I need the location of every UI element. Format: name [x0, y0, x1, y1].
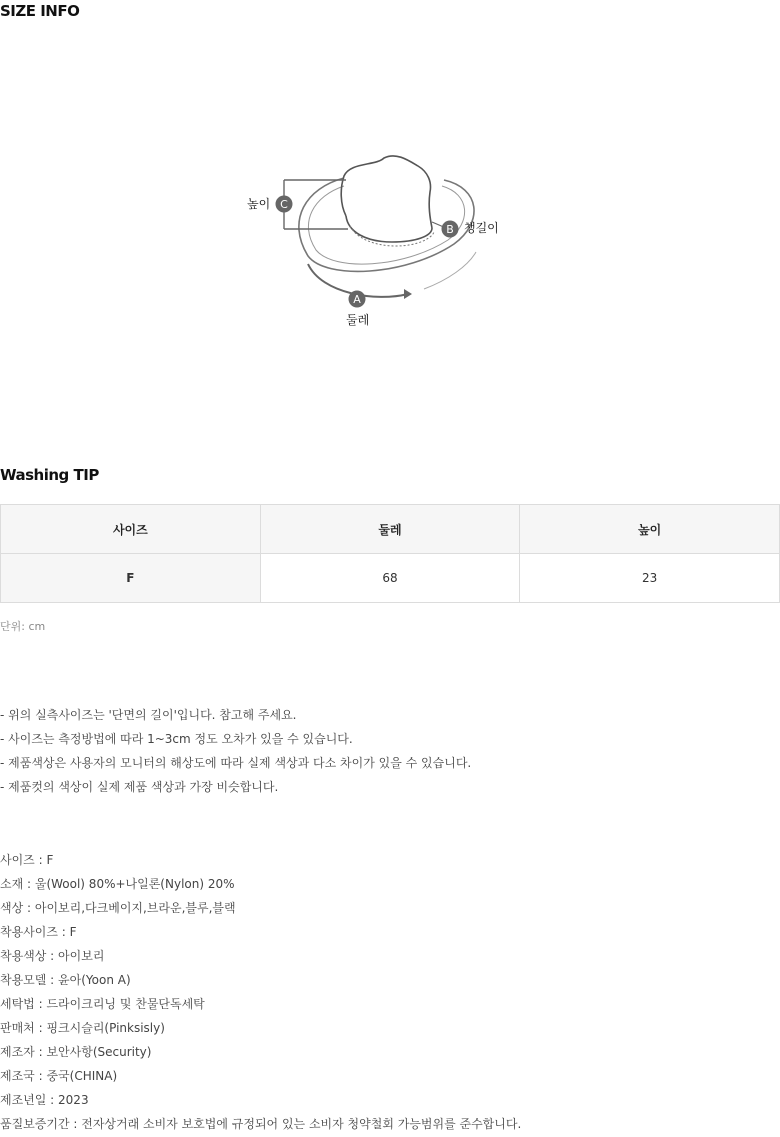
hat-crown — [341, 156, 432, 228]
spec-model: 착용모델 : 윤아(Yoon A) — [0, 973, 131, 987]
table-cell-circumference: 68 — [260, 554, 520, 603]
note-item: - 사이즈는 측정방법에 따라 1~3cm 정도 오차가 있을 수 있습니다. — [0, 732, 353, 746]
table-header-row — [1, 505, 780, 554]
note-item: - 제품컷의 색상이 실제 제품 색상과 가장 비슷합니다. — [0, 780, 279, 794]
table-header-circumference: 둘레 — [260, 505, 520, 554]
table-cell-size: F — [1, 554, 261, 603]
spec-size: 사이즈 : F — [0, 853, 54, 867]
circumference-fade-line — [424, 252, 476, 289]
circumference-marker-letter: A — [353, 293, 361, 306]
spec-worn-color: 착용색상 : 아이보리 — [0, 949, 105, 963]
spec-material: 소재 : 울(Wool) 80%+나일론(Nylon) 20% — [0, 877, 235, 891]
washing-tip-title: Washing TIP — [0, 466, 99, 484]
product-specs — [0, 848, 521, 1136]
note-item: - 제품색상은 사용자의 모니터의 해상도에 따라 실제 색상과 다소 차이가 있을 수 있습니다. — [0, 756, 472, 770]
spec-manufacturer: 제조자 : 보안사항(Security) — [0, 1045, 152, 1059]
circumference-arrow-head — [404, 289, 412, 299]
hat-size-diagram — [236, 148, 516, 338]
measurement-notes — [0, 703, 471, 799]
spec-colors: 색상 : 아이보리,다크베이지,브라운,블루,블랙 — [0, 901, 236, 915]
brim-marker-letter: B — [446, 223, 454, 236]
table-header-height: 높이 — [520, 505, 780, 554]
hat-band — [346, 216, 432, 242]
hat-diagram-svg — [236, 148, 516, 338]
brim-label: 챙길이 — [464, 221, 499, 235]
table-row — [1, 554, 780, 603]
table-header-size: 사이즈 — [1, 505, 261, 554]
size-info-title: SIZE INFO — [0, 2, 80, 20]
table-cell-height: 23 — [520, 554, 780, 603]
spec-seller: 판매처 : 핑크시슬리(Pinksisly) — [0, 1021, 165, 1035]
unit-note: 단위: cm — [0, 620, 46, 633]
size-table — [0, 504, 780, 603]
height-label: 높이 — [247, 197, 271, 211]
spec-year: 제조년일 : 2023 — [0, 1093, 89, 1107]
spec-origin: 제조국 : 중국(CHINA) — [0, 1069, 118, 1083]
circumference-label: 둘레 — [346, 313, 370, 327]
height-marker-letter: C — [280, 198, 288, 211]
spec-worn-size: 착용사이즈 : F — [0, 925, 77, 939]
spec-washing: 세탁법 : 드라이크리닝 및 찬물단독세탁 — [0, 997, 205, 1011]
spec-warranty: 품질보증기간 : 전자상거래 소비자 보호법에 규정되어 있는 소비자 청약철회 가능범위를 준수합니다. — [0, 1117, 522, 1131]
note-item: - 위의 실측사이즈는 '단면의 길이'입니다. 참고해 주세요. — [0, 708, 297, 722]
